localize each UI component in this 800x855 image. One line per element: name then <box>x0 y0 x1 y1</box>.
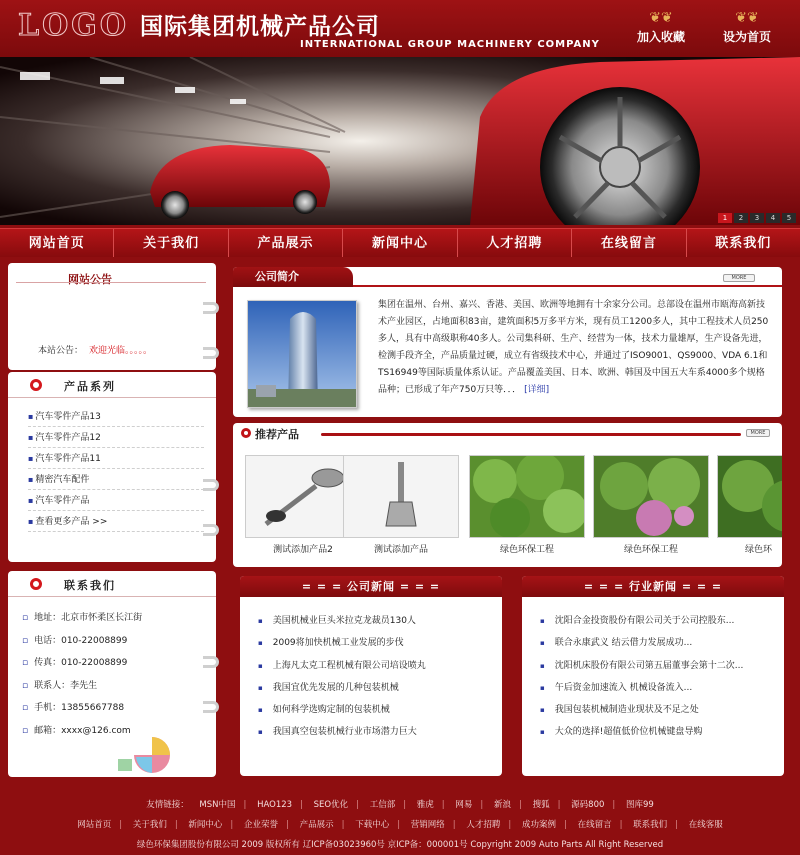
bullet-icon <box>30 578 42 590</box>
product-caption[interactable]: 测试添加产品2 <box>273 545 333 555</box>
ring-decoration <box>203 302 219 314</box>
logo[interactable]: LOGO <box>18 8 129 43</box>
ring-decoration <box>203 701 219 713</box>
industry-news-title[interactable]: = = = 行业新闻 = = = <box>522 576 784 597</box>
footer-link[interactable]: 营销网络 <box>410 820 445 830</box>
product-series-item[interactable]: ▪ 精密汽车配件 <box>28 469 204 490</box>
product-card[interactable] <box>593 455 709 538</box>
notice-message[interactable]: 欢迎光临。。。。。 <box>89 346 153 356</box>
banner-pager <box>718 213 796 223</box>
product-series-header <box>8 372 216 398</box>
friend-links: 友情链接： MSN中国 | HAO123 | SEO优化 | 工信部 | 雅虎 | 网易 | 新浪 | 搜狐 | 源码800 | 图库99 <box>146 800 654 810</box>
product-series-item[interactable]: ▪ 汽车零件产品11 <box>28 448 204 469</box>
company-news-box <box>240 576 502 776</box>
ring-decoration <box>203 347 219 359</box>
footer-link[interactable]: 产品展示 <box>299 820 334 830</box>
recommended-products-box <box>233 423 782 567</box>
product-caption[interactable]: 绿色环保工程 <box>623 545 678 555</box>
ring-decoration <box>203 656 219 668</box>
banner-page-4[interactable]: 4 <box>766 213 780 223</box>
contact-email: ▫ 邮箱：xxxx@126.com <box>22 720 212 743</box>
product-series-box <box>8 372 216 562</box>
recommended-more-button[interactable]: MORE <box>746 429 770 437</box>
product-series-title: 产品系列 <box>64 380 116 393</box>
friend-link[interactable]: SEO优化 <box>313 800 349 810</box>
ornament-icon: ❦❦ <box>649 10 673 26</box>
notice-box <box>8 263 216 370</box>
friend-link[interactable]: HAO123 <box>257 800 293 810</box>
friend-link[interactable]: 雅虎 <box>416 800 434 810</box>
product-series-item[interactable]: ▪ 汽车零件产品13 <box>28 406 204 427</box>
set-homepage-label: 设为首页 <box>722 30 771 44</box>
company-intro-box <box>233 267 782 417</box>
contact-title: 联系我们 <box>64 579 116 592</box>
footer-link[interactable]: 在线客服 <box>688 820 723 830</box>
friend-link[interactable]: MSN中国 <box>199 800 236 810</box>
nav-message[interactable]: 在线留言 <box>572 229 686 257</box>
news-item[interactable]: ▪ 联合永康武义 结云借力发展成功... <box>540 632 774 654</box>
site-footer <box>0 788 800 855</box>
contact-illustration-icon <box>116 733 182 773</box>
contact-fax: ▫ 传真：010-22008899 <box>22 652 212 675</box>
product-card[interactable] <box>717 455 782 538</box>
footer-link[interactable]: 企业荣誉 <box>244 820 279 830</box>
company-news-list <box>258 610 492 744</box>
company-name-cn: 国际集团机械产品公司 <box>140 14 380 40</box>
company-name-en: INTERNATIONAL GROUP MACHINERY COMPANY <box>300 39 600 50</box>
product-caption[interactable]: 绿色环保工程 <box>499 545 554 555</box>
news-item[interactable]: ▪ 大众的选择!超值低价位机械键盘导购 <box>540 721 774 743</box>
nav-news[interactable]: 新闻中心 <box>343 229 457 257</box>
ornament-icon: ❦❦ <box>735 10 759 26</box>
notice-label: 本站公告： <box>38 346 84 356</box>
divider <box>353 285 782 287</box>
news-item[interactable]: ▪ 我国宜优先发展的几种包装机械 <box>258 677 492 699</box>
news-item[interactable]: ▪ 午后资金加速流入 机械设备流入... <box>540 677 774 699</box>
industry-news-list <box>540 610 774 744</box>
product-series-item[interactable]: ▪ 汽车零件产品12 <box>28 427 204 448</box>
industry-news-box <box>522 576 784 776</box>
divider <box>16 282 206 283</box>
friend-link[interactable]: 工信部 <box>369 800 396 810</box>
product-series-list <box>28 406 204 532</box>
footer-link[interactable]: 下载中心 <box>355 820 390 830</box>
footer-site-links: 网站首页 | 关于我们 | 新闻中心 | 企业荣誉 | 产品展示 | 下载中心 | 营销网络 | 人才招聘 | 成功案例 | 在线留言 | 联系我们 | 在线客服 <box>77 820 723 830</box>
intro-paragraph: 集团在温州、台州、嘉兴、香港、美国、欧洲等地拥有十余家分公司。总部设在温州市瓯海高新技术产业园区，占地面积83亩，建筑面积5万多平方米，现有员工1200多人，其中工程技术人员250多人，具有中高级职称40多人。公司集科研、生产、经营为一体，技术力量雄厚，生产设备先进，检测手段齐全，产品质量过硬，成立有省级技术中心，并通过了ISO9001、QS9000、VDA 6.1和TS16949等国际质量体系认证。产品覆盖美国、日本、欧洲、韩国及中国五大车系4000多个规格品种；已形成了年产750万只等．．． <box>378 300 769 395</box>
banner-page-1[interactable]: 1 <box>718 213 732 223</box>
friend-link[interactable]: 新浪 <box>493 800 511 810</box>
bullet-icon <box>241 428 251 438</box>
company-intro-title: 公司简介 <box>233 267 353 287</box>
product-series-item[interactable]: ▪ 汽车零件产品 <box>28 490 204 511</box>
footer-link[interactable]: 联系我们 <box>633 820 668 830</box>
news-item[interactable]: ▪ 我国包装机械制造业现状及不足之处 <box>540 699 774 721</box>
product-card[interactable] <box>343 455 459 538</box>
site-header <box>0 0 800 57</box>
news-item[interactable]: ▪ 沈阳合金投资股份有限公司关于公司控股东... <box>540 610 774 632</box>
contact-person: ▫ 联系人：李先生 <box>22 675 212 698</box>
friend-links-label: 友情链接： <box>146 800 189 810</box>
banner-car-image <box>0 57 800 225</box>
footer-link[interactable]: 网站首页 <box>77 820 112 830</box>
notice-text <box>38 343 152 356</box>
company-news-title[interactable]: = = = 公司新闻 = = = <box>240 576 502 597</box>
banner-page-3[interactable]: 3 <box>750 213 764 223</box>
intro-more-button[interactable]: MORE <box>723 274 755 282</box>
news-item[interactable]: ▪ 如何科学选购定制的包装机械 <box>258 699 492 721</box>
product-caption[interactable]: 绿色环 <box>745 545 773 555</box>
footer-link[interactable]: 人才招聘 <box>466 820 501 830</box>
banner <box>0 57 800 225</box>
friend-link[interactable]: 搜狐 <box>532 800 550 810</box>
contact-mobile: ▫ 手机：13855667788 <box>22 697 212 720</box>
banner-page-2[interactable]: 2 <box>734 213 748 223</box>
news-item[interactable]: ▪ 我国真空包装机械行业市场潜力巨大 <box>258 721 492 743</box>
add-bookmark-link[interactable] <box>626 8 696 45</box>
friend-link[interactable]: 源码800 <box>571 800 605 810</box>
footer-link[interactable]: 在线留言 <box>577 820 612 830</box>
footer-link[interactable]: 关于我们 <box>132 820 167 830</box>
friend-link[interactable]: 网易 <box>455 800 473 810</box>
company-building-image <box>247 300 357 408</box>
product-card[interactable] <box>469 455 585 538</box>
intro-detail-link[interactable]: [详细] <box>524 385 550 395</box>
recommended-title: 推荐产品 <box>255 428 299 441</box>
contact-list <box>22 607 212 742</box>
ring-decoration <box>203 524 219 536</box>
bullet-icon <box>30 379 42 391</box>
nav-home[interactable]: 网站首页 <box>0 229 114 257</box>
set-homepage-link[interactable] <box>712 8 782 45</box>
footer-link[interactable]: 成功案例 <box>521 820 556 830</box>
news-item[interactable]: ▪ 美国机械业巨头米拉克龙裁员130人 <box>258 610 492 632</box>
copyright: 绿色环保集团股份有限公司 2009 版权所有 辽ICP备03023960号 京ICP备：000001号 Copyright 2009 Auto Parts All Right Reserved <box>136 840 664 850</box>
notice-title: 网站公告 <box>68 273 112 286</box>
product-caption[interactable]: 测试添加产品 <box>373 545 428 555</box>
ring-decoration <box>203 479 219 491</box>
contact-box <box>8 571 216 777</box>
news-item[interactable]: ▪ 2009将加快机械工业发展的步伐 <box>258 632 492 654</box>
nav-products[interactable]: 产品展示 <box>229 229 343 257</box>
contact-header <box>8 571 216 597</box>
more-products-link[interactable]: ▪ 查看更多产品 >> <box>28 511 204 532</box>
nav-contact[interactable]: 联系我们 <box>715 236 772 251</box>
nav-about[interactable]: 关于我们 <box>114 229 228 257</box>
nav-jobs[interactable]: 人才招聘 <box>458 229 572 257</box>
friend-link[interactable]: 图库99 <box>625 800 654 810</box>
contact-phone: ▫ 电话：010-22008899 <box>22 630 212 653</box>
add-bookmark-label: 加入收藏 <box>636 30 685 44</box>
main-nav <box>0 228 800 257</box>
divider <box>321 433 741 436</box>
footer-link[interactable]: 新闻中心 <box>188 820 223 830</box>
company-intro-text <box>378 297 773 399</box>
news-item[interactable]: ▪ 上海凡太克工程机械有限公司培设喷丸 <box>258 655 492 677</box>
contact-address: ▫ 地址：北京市怀柔区长江街 <box>22 607 212 630</box>
news-item[interactable]: ▪ 沈阳机床股份有限公司第五届董事会第十二次... <box>540 655 774 677</box>
banner-page-5[interactable]: 5 <box>782 213 796 223</box>
